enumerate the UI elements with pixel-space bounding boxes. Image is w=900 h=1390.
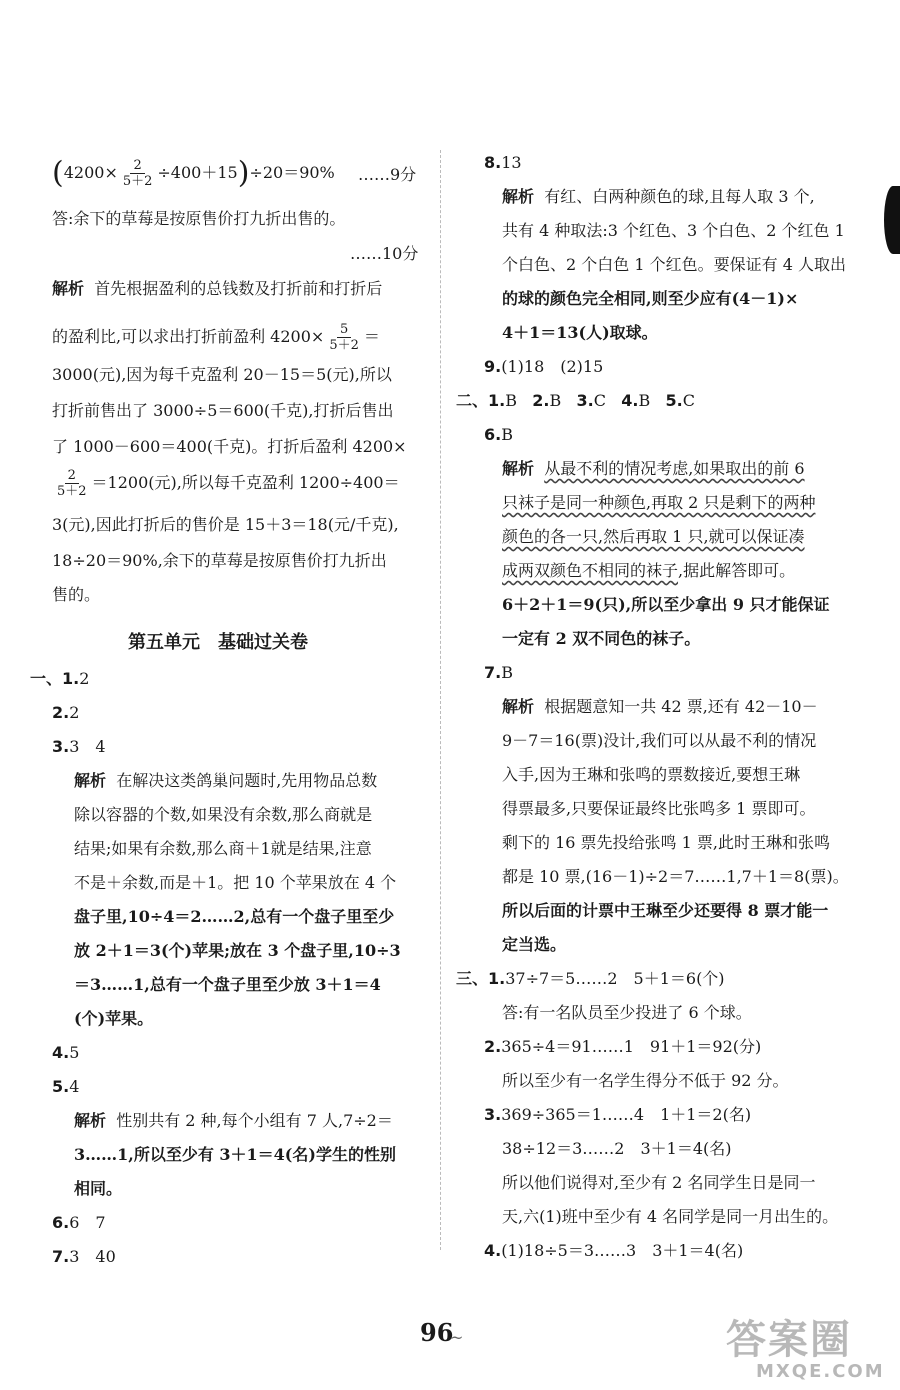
explanation-1-line-9: 售的。 — [52, 585, 101, 604]
exp-text: ,据此解答即可。 — [678, 561, 796, 580]
jiexi-label: 解析 — [502, 697, 535, 716]
formula-part-a: 4200× — [63, 163, 118, 182]
question-label: 5. — [52, 1077, 70, 1096]
explanation-8-line-1 — [502, 186, 815, 208]
question-label: 一、1. — [30, 669, 80, 688]
explanation-8-line-5: 4＋1＝13(人)取球。 — [502, 323, 658, 342]
fraction-2-over-7 — [54, 468, 90, 499]
explanation-7-line-4: 得票最多,只要保证最终比张鸣多 1 票即可。 — [502, 799, 816, 818]
explanation-5-line-1 — [74, 1110, 393, 1132]
explanation-7-line-6: 都是 10 票,(16－1)÷2＝7……1,7＋1＝8(票)。 — [502, 867, 849, 886]
explanation-1-line-6 — [52, 468, 400, 499]
question-answer: 2 — [69, 703, 80, 722]
question-label: 6. — [52, 1213, 70, 1232]
question-label: 6. — [484, 425, 502, 444]
exp-text: 首先根据盈利的总钱数及打折前和打折后 — [94, 279, 383, 298]
question-answer: B — [505, 391, 517, 410]
explanation-7-line-5: 剩下的 16 票先投给张鸣 1 票,此时王琳和张鸣 — [502, 833, 830, 852]
q1-6 — [52, 1212, 106, 1234]
exp-text: ＝1200(元),所以每千克盈利 1200÷400＝ — [91, 473, 400, 492]
q8 — [484, 152, 522, 174]
q3-3 — [484, 1104, 751, 1126]
q3-1 — [456, 968, 725, 990]
exp-text: 的盈利比,可以求出打折前盈利 4200× — [52, 327, 325, 346]
explanation-6-line-6: 一定有 2 双不同色的袜子。 — [502, 629, 701, 648]
fraction-5-over-7 — [326, 322, 362, 353]
question-label: 7. — [484, 663, 502, 682]
q1-7 — [52, 1246, 116, 1268]
question-answer: 3 40 — [69, 1247, 116, 1266]
watermark-logo — [726, 1318, 892, 1388]
explanation-8-line-4: 的球的颜色完全相同,则至少应有(4－1)× — [502, 289, 799, 308]
exp-text: ＝ — [363, 327, 380, 346]
jiexi-label: 解析 — [502, 459, 535, 478]
jiexi-label: 解析 — [502, 187, 535, 206]
explanation-7-line-2: 9－7＝16(票)没计,我们可以从最不利的情况 — [502, 731, 817, 750]
jiexi-label: 解析 — [52, 279, 85, 298]
q1-5 — [52, 1076, 79, 1098]
question-answer: (1)18÷5＝3……3 3＋1＝4(名) — [501, 1241, 744, 1260]
explanation-1-line-8: 18÷20＝90%,余下的草莓是按原售价打九折出 — [52, 551, 387, 570]
explanation-1-line-1 — [52, 278, 382, 300]
page-number: 96 — [420, 1318, 454, 1347]
fraction-2-over-7 — [120, 158, 156, 189]
explanation-5-line-3: 相同。 — [74, 1179, 123, 1198]
paren-open: ( — [52, 155, 64, 191]
paren-close: ) — [237, 155, 250, 191]
explanation-7-line-1 — [502, 696, 818, 718]
explanation-6-line-2: 只袜子是同一种颜色,再取 2 只是剩下的两种 — [502, 493, 816, 512]
explanation-1-line-5: 了 1000－600＝400(千克)。打折后盈利 4200× — [52, 437, 407, 456]
q1-3 — [52, 736, 106, 758]
explanation-1-line-2 — [52, 322, 380, 353]
explanation-6-line-3: 颜色的各一只,然后再取 1 只,就可以保证凑 — [502, 527, 805, 546]
question-label: 4. — [52, 1043, 70, 1062]
question-answer: 4 — [69, 1077, 80, 1096]
fraction-numerator: 2 — [65, 468, 79, 484]
explanation-7-line-8: 定当选。 — [502, 935, 567, 954]
explanation-3-line-7: ＝3……1,总有一个盘子里至少放 3＋1＝4 — [74, 975, 381, 994]
scan-edge-mark — [884, 186, 900, 254]
q2-row — [456, 390, 695, 412]
question-answer: 5 — [69, 1043, 80, 1062]
question-answer: C — [593, 391, 606, 410]
question-label: 4. — [621, 391, 639, 410]
q3-3-line-2: 38÷12＝3……2 3＋1＝4(名) — [502, 1139, 732, 1158]
question-answer: C — [682, 391, 695, 410]
explanation-6-line-5: 6＋2＋1＝9(只),所以至少拿出 9 只才能保证 — [502, 595, 830, 614]
explanation-3-line-4: 不是＋余数,而是＋1。把 10 个苹果放在 4 个 — [74, 873, 397, 892]
formula-part-b: ÷400＋15 — [157, 163, 238, 182]
question-label: 2. — [532, 391, 550, 410]
explanation-7-line-3: 入手,因为王琳和张鸣的票数接近,要想王琳 — [502, 765, 801, 784]
question-answer: 37÷7＝5……2 5＋1＝6(个) — [505, 969, 725, 988]
question-answer: 365÷4＝91……1 91＋1＝92(分) — [501, 1037, 762, 1056]
formula-line — [52, 155, 335, 191]
page-number-flourish: ~ — [450, 1328, 464, 1347]
question-answer: B — [501, 425, 513, 444]
explanation-8-line-3: 个白色、2 个白色 1 个红色。要保证有 4 人取出 — [502, 255, 846, 274]
jiexi-label: 解析 — [74, 771, 107, 790]
question-label: 5. — [665, 391, 683, 410]
q2-7 — [484, 662, 513, 684]
question-answer: 369÷365＝1……4 1＋1＝2(名) — [501, 1105, 752, 1124]
explanation-7-line-7: 所以后面的计票中王琳至少还要得 8 票才能一 — [502, 901, 829, 920]
fraction-denominator: 5＋2 — [329, 338, 359, 353]
score-10: ……10分 — [350, 244, 419, 263]
column-divider — [440, 150, 441, 1250]
explanation-1-line-3: 3000(元),因为每千克盈利 20－15＝5(元),所以 — [52, 365, 392, 384]
explanation-3-line-5: 盘子里,10÷4＝2……2,总有一个盘子里至少 — [74, 907, 395, 926]
question-label: 三、1. — [456, 969, 506, 988]
question-label: 3. — [576, 391, 594, 410]
explanation-1-line-7: 3(元),因此打折后的售价是 15＋3＝18(元/千克), — [52, 515, 399, 534]
explanation-3-line-8: (个)苹果。 — [74, 1009, 154, 1028]
q3-2-conclusion: 所以至少有一名学生得分不低于 92 分。 — [502, 1071, 789, 1090]
explanation-6-line-4 — [502, 560, 795, 582]
q9 — [484, 356, 603, 378]
question-label: 7. — [52, 1247, 70, 1266]
exp-text: 根据题意知一共 42 票,还有 42－10－ — [544, 697, 818, 716]
question-answer: 3 4 — [69, 737, 106, 756]
explanation-8-line-2: 共有 4 种取法:3 个红色、3 个白色、2 个红色 1 — [502, 221, 845, 240]
exp-text: 从最不利的情况考虑,如果取出的前 6 — [544, 459, 805, 478]
question-answer: 2 — [79, 669, 90, 688]
q3-3-line-4: 天,六(1)班中至少有 4 名同学是同一月出生的。 — [502, 1207, 839, 1226]
question-answer: B — [638, 391, 651, 410]
watermark-chinese: 答案圈 — [726, 1317, 852, 1363]
explanation-3-line-6: 放 2＋1＝3(个)苹果;放在 3 个盘子里,10÷3 — [74, 941, 401, 960]
exp-text: 有红、白两种颜色的球,且每人取 3 个, — [544, 187, 815, 206]
explanation-3-line-2: 除以容器的个数,如果没有余数,那么商就是 — [74, 805, 373, 824]
question-label: 3. — [484, 1105, 502, 1124]
explanation-6-line-1 — [502, 458, 805, 480]
q2-6 — [484, 424, 513, 446]
q1-2 — [52, 702, 79, 724]
question-label: 9. — [484, 357, 502, 376]
q3-4 — [484, 1240, 743, 1262]
q1-1 — [30, 668, 89, 690]
question-answer: 13 — [501, 153, 522, 172]
fraction-denominator: 5＋2 — [57, 484, 87, 499]
question-answer: B — [501, 663, 513, 682]
explanation-3-line-3: 结果;如果有余数,那么商＋1就是结果,注意 — [74, 839, 372, 858]
question-label: 2. — [484, 1037, 502, 1056]
explanation-3-line-1 — [74, 770, 377, 792]
q3-3-line-3: 所以他们说得对,至少有 2 名同学生日是同一 — [502, 1173, 816, 1192]
score-9: ……9分 — [358, 165, 417, 184]
question-answer: B — [549, 391, 562, 410]
question-answer: (1)18 (2)15 — [501, 357, 604, 376]
fraction-denominator: 5＋2 — [122, 174, 153, 189]
jiexi-label: 解析 — [74, 1111, 107, 1130]
formula-part-c: ÷20＝90% — [249, 163, 335, 182]
q3-2 — [484, 1036, 761, 1058]
explanation-1-line-4: 打折前售出了 3000÷5＝600(千克),打折后售出 — [52, 401, 394, 420]
question-label: 8. — [484, 153, 502, 172]
exp-text: 性别共有 2 种,每个小组有 7 人,7÷2＝ — [116, 1111, 393, 1130]
question-answer: 6 7 — [69, 1213, 106, 1232]
answer-line: 答:余下的草莓是按原售价打九折出售的。 — [52, 209, 346, 228]
q1-4 — [52, 1042, 79, 1064]
question-label: 3. — [52, 737, 70, 756]
q3-1-answer: 答:有一名队员至少投进了 6 个球。 — [502, 1003, 752, 1022]
question-label: 4. — [484, 1241, 502, 1260]
fraction-numerator: 2 — [130, 158, 144, 174]
question-label: 二、1. — [456, 391, 506, 410]
fraction-numerator: 5 — [337, 322, 351, 338]
exp-text: 成两双颜色不相同的袜子 — [502, 561, 679, 580]
watermark-url: MXQE.COM — [756, 1361, 885, 1382]
explanation-5-line-2: 3……1,所以至少有 3＋1＝4(名)学生的性别 — [74, 1145, 396, 1164]
section-title: 第五单元 基础过关卷 — [128, 632, 308, 653]
question-label: 2. — [52, 703, 70, 722]
exp-text: 在解决这类鸽巢问题时,先用物品总数 — [116, 771, 378, 790]
